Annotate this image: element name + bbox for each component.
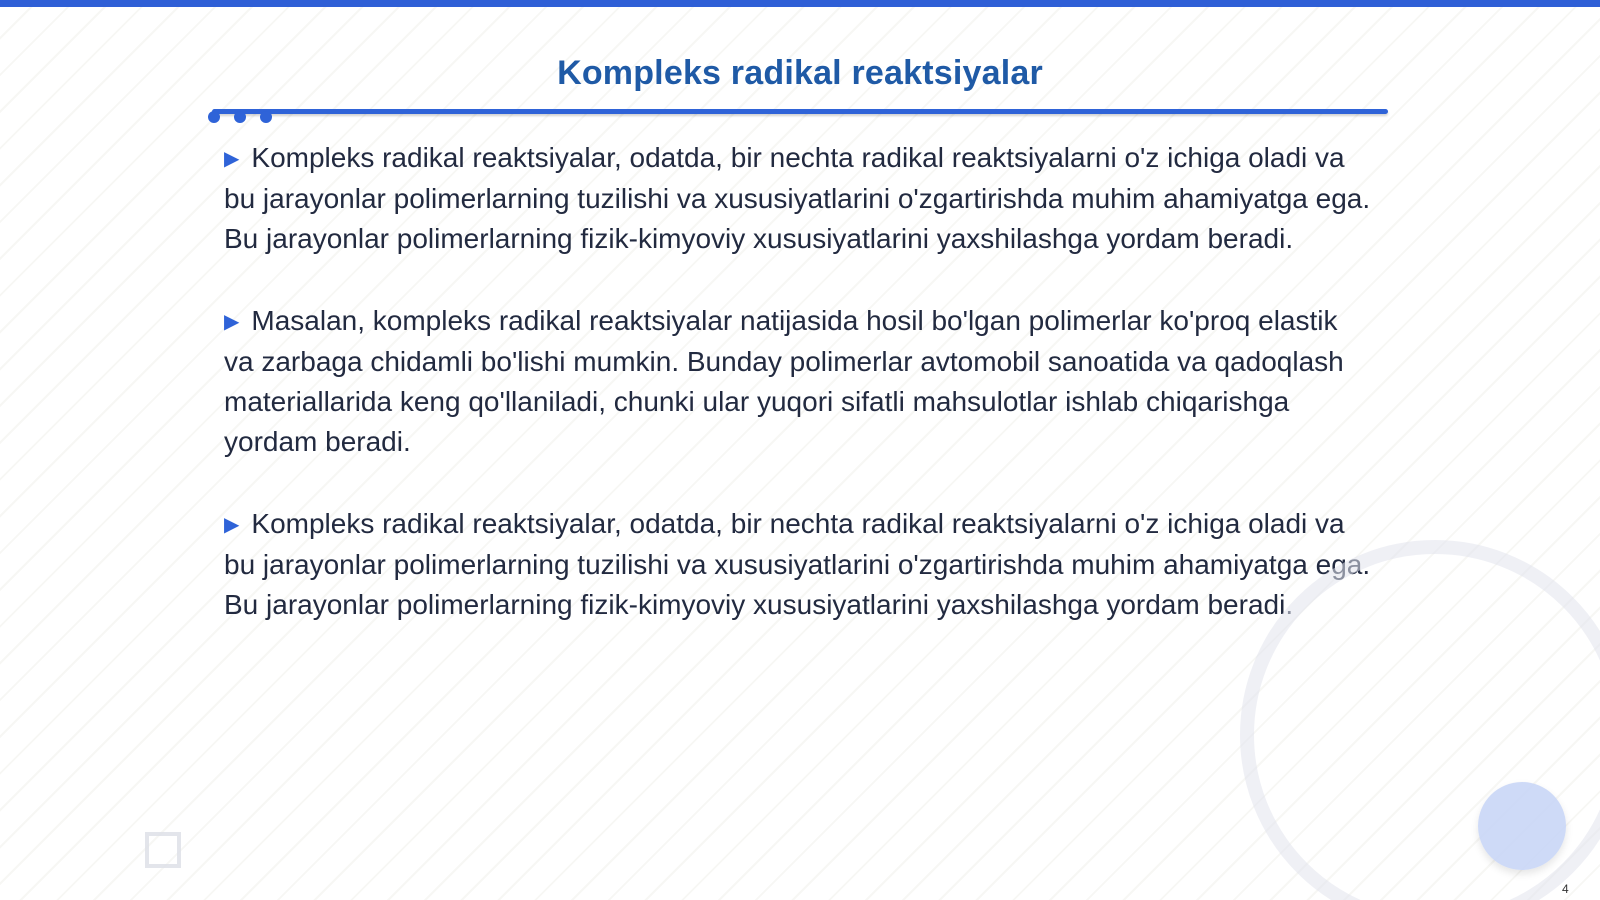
bullet-text: Masalan, kompleks radikal reaktsiyalar natijasida hosil bo'lgan polimerlar ko'proq elastik va zarbaga chidamli bo'lishi mumkin. Bunday polimerlar avtomobil sanoatida va qadoqlash materiallarida keng qo'llaniladi, chunki ular yuqori sifatli mahsulotlar ishlab chiqarishga yordam beradi. bbox=[224, 305, 1344, 457]
decorative-square bbox=[145, 832, 181, 868]
bullet-list bbox=[224, 138, 1374, 667]
bullet-item bbox=[224, 138, 1374, 259]
decorative-circle bbox=[1478, 782, 1566, 870]
underline-dot bbox=[260, 111, 272, 123]
bullet-item bbox=[224, 301, 1374, 462]
slide-title: Kompleks radikal reaktsiyalar bbox=[557, 54, 1043, 92]
top-accent-bar bbox=[0, 0, 1600, 7]
page-number: 4 bbox=[1562, 882, 1569, 896]
bullet-arrow-icon: ▶ bbox=[224, 311, 240, 333]
underline-dot bbox=[208, 111, 220, 123]
bullet-arrow-icon: ▶ bbox=[224, 514, 240, 536]
bullet-item bbox=[224, 504, 1374, 625]
bullet-text: Kompleks radikal reaktsiyalar, odatda, bir nechta radikal reaktsiyalarni o'z ichiga oladi va bu jarayonlar polimerlarning tuzilishi va xususiyatlarini o'zgartirishda muhim ahamiyatga ega. Bu jarayonlar polimerlarning fizik-kimyoviy xususiyatlarini yaxshilashga yordam beradi. bbox=[224, 508, 1371, 620]
underline-dot bbox=[234, 111, 246, 123]
bullet-arrow-icon: ▶ bbox=[224, 148, 240, 170]
title-underline bbox=[212, 109, 1388, 114]
bullet-text: Kompleks radikal reaktsiyalar, odatda, bir nechta radikal reaktsiyalarni o'z ichiga oladi va bu jarayonlar polimerlarning tuzilishi va xususiyatlarini o'zgartirishda muhim ahamiyatga ega. Bu jarayonlar polimerlarning fizik-kimyoviy xususiyatlarini yaxshilashga yordam beradi. bbox=[224, 142, 1371, 254]
